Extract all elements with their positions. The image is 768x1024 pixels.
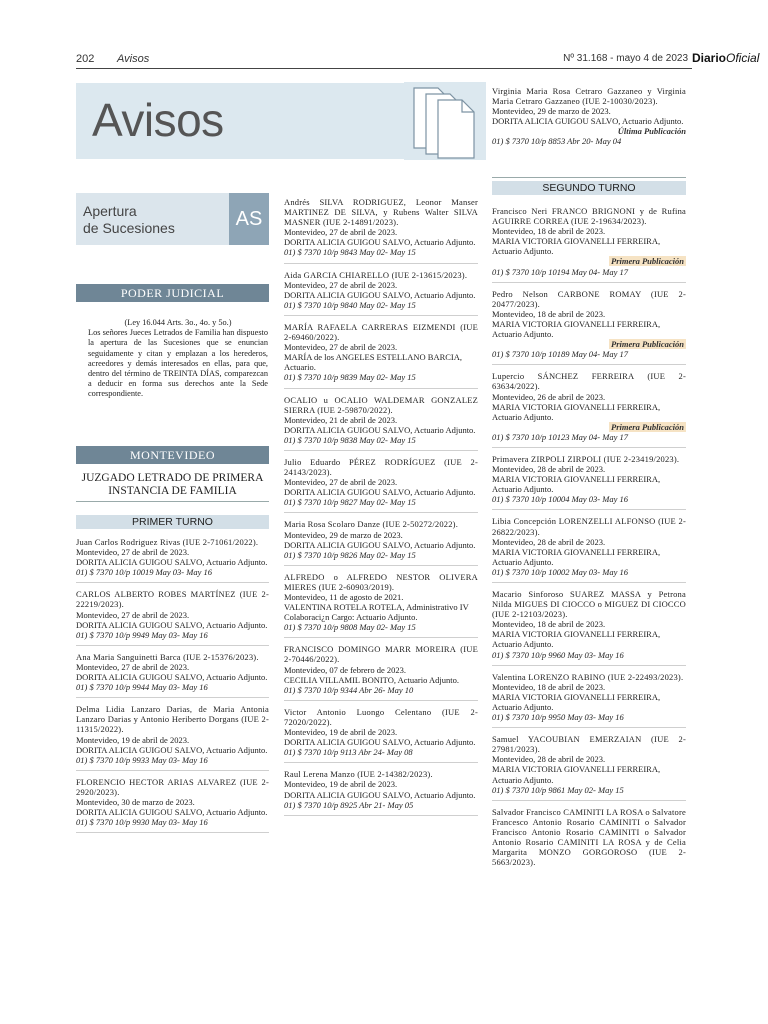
category-label: Apertura de Sucesiones	[83, 203, 175, 236]
notice-entry: MARÍA RAFAELA CARRERAS EIZMENDI (IUE 2-69460/2022). Montevideo, 27 de abril de 2023. MARÍA de los ANGELES ESTELLANO BARCIA, Actuario. 01) $ 7370 10/p 9839 May 02- May 15	[284, 322, 478, 389]
notice-entry: Lupercio SÁNCHEZ FERREIRA (IUE 2-63634/2022). Montevideo, 26 de abril de 2023. MARIA VICTORIA GIOVANELLI FERREIRA, Actuario Adjunto. Primera Publicación 01) $ 7370 10/p 10123 May 04- May 17	[492, 371, 686, 448]
primer-turno-heading: PRIMER TURNO	[76, 515, 269, 529]
column-1	[76, 537, 269, 839]
notice-entry: Macario Sinforoso SUAREZ MASSA y Petrona Nilda MIGUES DI CIOCCO o MIGUEZ DI CIOCCO (IUE 2-12103/2023). Montevideo, 18 de abril de 2023. MARIA VICTORIA GIOVANELLI FERREIRA, Actuario Adjunto. 01) $ 7370 10/p 9960 May 03- May 16	[492, 589, 686, 666]
notice-entry: FRANCISCO DOMINGO MARR MOREIRA (IUE 2-70446/2022). Montevideo, 07 de febrero de 2023. CECILIA VILLAMIL BONITO, Actuario Adjunto. 01) $ 7370 10/p 9344 Abr 26- May 10	[284, 644, 478, 700]
notice-entry: Samuel YACOUBIAN EMERZAIAN (IUE 2-27981/2023). Montevideo, 28 de abril de 2023. MARIA VICTORIA GIOVANELLI FERREIRA, Actuario Adjunto. 01) $ 7370 10/p 9861 May 02- May 15	[492, 734, 686, 801]
notice-entry: OCALIO u OCALIO WALDEMAR GONZALEZ SIERRA (IUE 2-59870/2022). Montevideo, 21 de abril de 2023. DORITA ALICIA GUIGOU SALVO, Actuario Adjunto. 01) $ 7370 10/p 9838 May 02- May 15	[284, 395, 478, 451]
notice-entry: Raul Lerena Manzo (IUE 2-14382/2023). Montevideo, 19 de abril de 2023. DORITA ALICIA GUIGOU SALVO, Actuario Adjunto. 01) $ 7370 10/p 8925 Abr 21- May 05	[284, 769, 478, 815]
notice-entry: Libia Concepción LORENZELLI ALFONSO (IUE 2-26822/2023). Montevideo, 28 de abril de 2023. MARIA VICTORIA GIOVANELLI FERREIRA, Actuario Adjunto. 01) $ 7370 10/p 10002 May 03- May 16	[492, 516, 686, 583]
banner-title: Avisos	[92, 94, 224, 146]
notice-entry: Delma Lidia Lanzaro Darias, de Maria Antonia Lanzaro Darias y Antonio Heriberto Dorgans (IUE 2-11315/2022). Montevideo, 19 de abril de 2023. DORITA ALICIA GUIGOU SALVO, Actuario Adjunto. 01) $ 7370 10/p 9933 May 03- May 16	[76, 704, 269, 771]
documents-icon	[404, 82, 486, 160]
notice-entry: CARLOS ALBERTO ROBES MARTÍNEZ (IUE 2-22219/2023). Montevideo, 27 de abril de 2023. DORITA ALICIA GUIGOU SALVO, Actuario Adjunto. 01) $ 7370 10/p 9949 May 03- May 16	[76, 589, 269, 645]
publication-label: Primera Publicación	[611, 339, 684, 350]
court-name: JUZGADO LETRADO DE PRIMERA INSTANCIA DE FAMILIA	[81, 472, 264, 497]
intro-text: (Ley 16.044 Arts. 3o., 4o. y 5o.) Los señores Jueces Letrados de Familia han dispuesto la apertura de las Sucesiones que se enuncian seguidamente y citan y emplazan a los herederos, acreedores y demás interesados en ellas, para que, dentro del término de TREINTA DÍAS, comparezcan a deducir en forma sus derechos ante la Sede correspondiente.	[88, 318, 268, 399]
notice-entry: Aida GARCIA CHIARELLO (IUE 2-13615/2023). Montevideo, 27 de abril de 2023. DORITA ALICIA GUIGOU SALVO, Actuario Adjunto. 01) $ 7370 10/p 9840 May 02- May 15	[284, 270, 478, 316]
brand-logo: DiarioOficial	[692, 51, 760, 65]
notice-entry: Juan Carlos Rodriguez Rivas (IUE 2-71061/2022). Montevideo, 27 de abril de 2023. DORITA ALICIA GUIGOU SALVO, Actuario Adjunto. 01) $ 7370 10/p 10019 May 03- May 16	[76, 537, 269, 583]
notice-entry: Pedro Nelson CARBONE ROMAY (IUE 2-20477/2023). Montevideo, 18 de abril de 2023. MARIA VICTORIA GIOVANELLI FERREIRA, Actuario Adjunto. Primera Publicación 01) $ 7370 10/p 10189 May 04- May 17	[492, 289, 686, 366]
column-3-top	[492, 86, 686, 158]
publication-label: Última Publicación	[617, 126, 686, 137]
notice-entry: Julio Eduardo PÉREZ RODRÍGUEZ (IUE 2-24143/2023). Montevideo, 27 de abril de 2023. DORITA ALICIA GUIGOU SALVO, Actuario Adjunto. 01) $ 7370 10/p 9827 May 02- May 15	[284, 457, 478, 513]
notice-entry: ALFREDO o ALFREDO NESTOR OLIVERA MIERES (IUE 2-60903/2019). Montevideo, 11 de agosto de 2021. VALENTINA ROTELA ROTELA, Administrativo IV Colaboraci¿n Cargo: Actuario Adjunto. 01) $ 7370 10/p 9808 May 02- May 15	[284, 572, 478, 639]
divider	[76, 501, 269, 502]
column-3	[492, 206, 686, 878]
notice-entry: Salvador Francisco CAMINITI LA ROSA o Salvatore Francesco Antonio Rosario CAMINITI o Salvador Francisco Antonio Rosario CAMINITI o Salvador Antonio Rosario CAMINITI LA ROSA y de Celia Margarita MONZO GORGOROSO (IUE 2-5663/2023).	[492, 806, 687, 868]
issue-info: Nº 31.168 - mayo 4 de 2023	[563, 53, 688, 64]
notice-entry: Primavera ZIRPOLI ZIRPOLI (IUE 2-23419/2023). Montevideo, 28 de abril de 2023. MARIA VICTORIA GIOVANELLI FERREIRA, Actuario Adjunto. 01) $ 7370 10/p 10004 May 03- May 16	[492, 454, 686, 510]
notice-entry: Ana Maria Sanguinetti Barca (IUE 2-15376/2023). Montevideo, 27 de abril de 2023. DORITA ALICIA GUIGOU SALVO, Actuario Adjunto. 01) $ 7370 10/p 9944 May 03- May 16	[76, 652, 269, 698]
notice-entry: FLORENCIO HECTOR ARIAS ALVAREZ (IUE 2-2920/2023). Montevideo, 30 de marzo de 2023. DORITA ALICIA GUIGOU SALVO, Actuario Adjunto. 01) $ 7370 10/p 9930 May 03- May 16	[76, 777, 269, 833]
publication-label: Primera Publicación	[611, 256, 684, 267]
poder-judicial-heading: PODER JUDICIAL	[76, 284, 269, 302]
category-box	[76, 193, 269, 245]
notice-entry: Maria Rosa Scolaro Danze (IUE 2-50272/2022). Montevideo, 29 de marzo de 2023. DORITA ALICIA GUIGOU SALVO, Actuario Adjunto. 01) $ 7370 10/p 9826 May 02- May 15	[284, 519, 478, 565]
page-number: 202	[76, 53, 95, 65]
divider	[492, 177, 686, 178]
notice-entry: Victor Antonio Luongo Celentano (IUE 2-72020/2022). Montevideo, 19 de abril de 2023. DORITA ALICIA GUIGOU SALVO, Actuario Adjunto. 01) $ 7370 10/p 9113 Abr 24- May 08	[284, 707, 478, 763]
section-banner	[76, 83, 404, 159]
notice-entry: Virginia Maria Rosa Cetraro Gazzaneo y Virginia Maria Cetraro Gazzaneo (IUE 2-10030/2023). Montevideo, 29 de marzo de 2023. DORITA ALICIA GUIGOU SALVO, Actuario Adjunto. Última Publicación 01) $ 7370 10/p 8853 Abr 20- May 04	[492, 86, 686, 147]
notice-entry: Valentina LORENZO RABINO (IUE 2-22493/2023). Montevideo, 18 de abril de 2023. MARIA VICTORIA GIOVANELLI FERREIRA, Actuario Adjunto. 01) $ 7370 10/p 9950 May 03- May 16	[492, 672, 686, 728]
category-tag: AS	[229, 193, 269, 245]
column-2	[284, 197, 478, 822]
publication-label: Primera Publicación	[611, 421, 684, 432]
section-name: Avisos	[117, 53, 150, 65]
notice-entry: Francisco Neri FRANCO BRIGNONI y de Rufina AGUIRRE CORREA (IUE 2-19634/2023). Montevideo, 18 de abril de 2023. MARIA VICTORIA GIOVANELLI FERREIRA, Actuario Adjunto. Primera Publicación 01) $ 7370 10/p 10194 May 04- May 17	[492, 206, 686, 283]
montevideo-heading: MONTEVIDEO	[76, 446, 269, 464]
header-rule	[76, 68, 692, 69]
segundo-turno-heading: SEGUNDO TURNO	[492, 181, 686, 195]
notice-entry: Andrés SILVA RODRIGUEZ, Leonor Manser MARTINEZ DE SILVA, y Rubens Walter SILVA MASNER (IUE 2-14891/2023). Montevideo, 27 de abril de 2023. DORITA ALICIA GUIGOU SALVO, Actuario Adjunto. 01) $ 7370 10/p 9843 May 02- May 15	[284, 197, 478, 264]
